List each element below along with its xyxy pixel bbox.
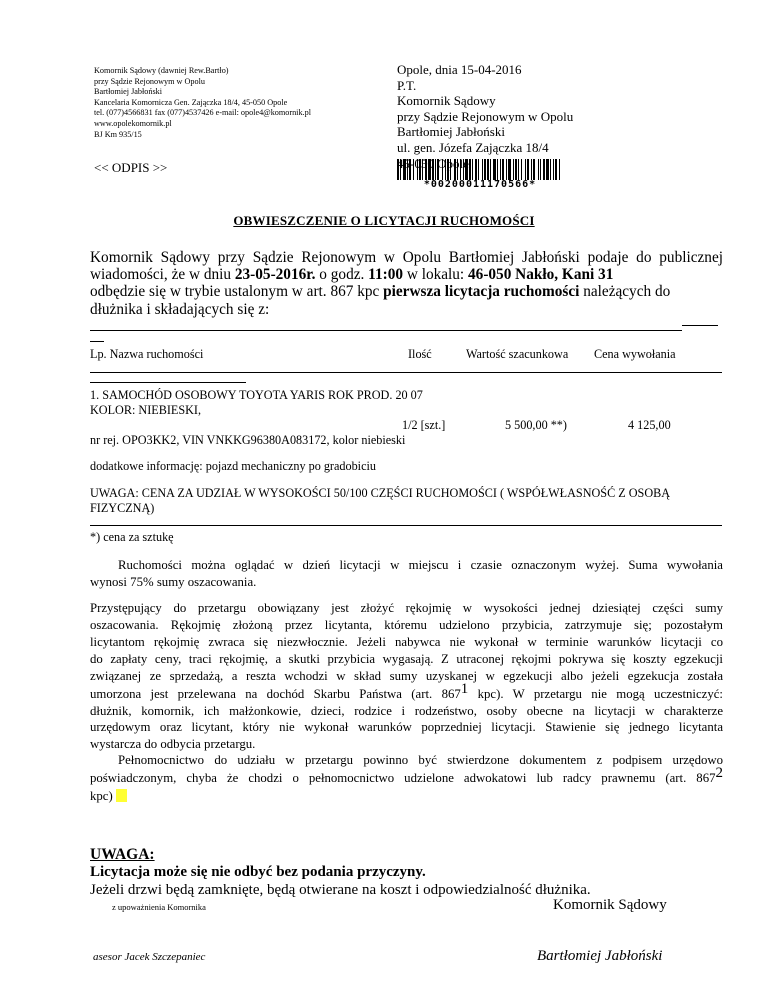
paragraph-line: oszacowania. Rękojmię złożoną przez licytanta, któremu udzielono przybicia, zatrzymuje się; pozostałym	[90, 617, 723, 632]
barcode-bar	[506, 159, 507, 180]
intro-line-4: dłużnika i składających się z:	[90, 300, 270, 318]
barcode-bar	[553, 159, 554, 180]
sender-block	[94, 66, 364, 140]
paragraph-line: Ruchomości można oglądać w dzień licytacji w miejscu i czasie oznaczonym wyżej. Suma wywołania	[118, 558, 723, 572]
authorization-note: z upoważnienia Komornika	[112, 902, 206, 912]
warning-line-1: Licytacja może się nie odbyć bez podania przyczyny.	[90, 864, 426, 880]
barcode	[397, 159, 563, 191]
item-name-line-3: nr rej. OPO3KK2, VIN VNKKG96380A083172, kolor niebieski	[90, 433, 406, 447]
barcode-bar	[484, 159, 486, 180]
bailiff-name: Bartłomiej Jabłoński	[537, 948, 663, 964]
addressee-line: ul. gen. Józefa Zajączka 18/4	[397, 139, 549, 155]
barcode-bar	[442, 159, 443, 180]
auction-date: 23-05-2016r.	[234, 266, 316, 284]
auction-place: 46-050 Nakło, Kani 31	[468, 266, 614, 284]
sender-line: Bartłomiej Jabłoński	[94, 87, 162, 97]
paragraph-text: poświadczonym, chyba że chodzi o pełnomocnictwo udzielone adwokatowi lub radcy prawnemu (art. 867	[90, 770, 716, 785]
barcode-text: *00200011170566*	[423, 179, 537, 190]
paragraph-line	[90, 680, 723, 703]
item-name-line-2: KOLOR: NIEBIESKI,	[90, 403, 202, 417]
intro-text: o godz.	[315, 266, 369, 284]
barcode-bar	[432, 159, 434, 180]
highlight-mark	[116, 789, 127, 802]
item-estimated-value: 5 500,00 **)	[505, 418, 567, 432]
barcode-bar	[445, 159, 446, 180]
barcode-bar	[497, 159, 498, 180]
barcode-bar	[508, 159, 511, 180]
barcode-bar	[513, 159, 514, 180]
col-header-name: Lp. Nazwa ruchomości	[90, 347, 204, 361]
barcode-bar	[521, 159, 522, 180]
barcode-bar	[403, 159, 406, 180]
paragraph-viewing	[90, 557, 723, 591]
paragraph-text: kpc). W przetargu nie mogą uczestniczyć:	[468, 686, 723, 701]
table-header-rule	[90, 372, 722, 373]
table-top-rule	[90, 330, 682, 331]
barcode-bar	[531, 159, 532, 180]
intro-text: należących do	[579, 283, 671, 301]
barcode-bar	[437, 159, 439, 180]
paragraph-text: kpc)	[90, 788, 113, 803]
addressee-block	[397, 62, 597, 171]
paragraph-line: Przystępujący do przetargu obowiązany jest złożyć rękojmię w wysokości jednej dziesiątej części sumy	[90, 601, 723, 615]
paragraph-line	[90, 788, 723, 805]
case-number: BJ Km 935/15	[94, 129, 142, 139]
addressee-line: Bartłomiej Jabłoński	[397, 124, 505, 140]
assessor-name: asesor Jacek Szczepaniec	[93, 951, 206, 963]
warning-line-2: Jeżeli drzwi będą zamknięte, będą otwierane na koszt i odpowiedzialność dłużnika.	[90, 882, 591, 898]
col-header-value: Wartość szacunkowa	[466, 347, 569, 361]
barcode-bar	[465, 159, 468, 180]
sender-line: tel. (077)4566831 fax (077)4537426 e-mail: opole4@komornik.pl	[94, 108, 311, 118]
auction-kind: pierwsza licytacja ruchomości	[383, 283, 580, 301]
sender-line: Kancelaria Komornicza Gen. Zajączka 18/4, 45-050 Opole	[94, 97, 288, 107]
barcode-bar	[538, 159, 539, 180]
barcode-bar	[454, 159, 456, 180]
sender-line: www.opolekomornik.pl	[94, 118, 172, 128]
table-header-rule-short	[90, 382, 246, 383]
notice-title: OBWIESZCZENIE O LICYTACJI RUCHOMOŚCI	[233, 213, 535, 228]
paragraph-proxy	[90, 752, 723, 805]
paragraph-line: wystarcza do odbycia przetargu.	[90, 737, 256, 752]
barcode-bar	[422, 159, 423, 180]
barcode-bar	[540, 159, 541, 180]
barcode-bar	[518, 159, 519, 180]
barcode-bar	[490, 159, 491, 180]
date-place: Opole, dnia 15-04-2016	[397, 62, 522, 77]
intro-text: w lokalu:	[403, 266, 469, 284]
sender-line: przy Sądzie Rejonowym w Opolu	[94, 76, 205, 86]
paragraph-line: urzędowym oraz licytant, który nie wykonał warunków poprzedniej licytacji. Stawienie się jednego licytanta	[90, 720, 723, 735]
addressee-line: Komornik Sądowy	[397, 93, 496, 109]
sender-line: Komornik Sądowy (dawniej Rew.Bartło)	[94, 66, 229, 75]
barcode-bar	[502, 159, 504, 180]
barcode-bar	[555, 159, 557, 180]
warning-heading: UWAGA:	[90, 846, 155, 863]
barcode-bar	[457, 159, 458, 180]
barcode-bar	[419, 159, 421, 180]
barcode-bar	[428, 159, 431, 180]
item-warning-2: FIZYCZNĄ)	[90, 501, 155, 515]
barcode-bar	[559, 159, 560, 180]
paragraph-line: związanej ze sprzedażą, a reszta wchodzi w skład sumy uzyskanej w egzekucji albo jeżeli egzekucja została	[90, 668, 723, 683]
barcode-bar	[400, 159, 401, 180]
barcode-bar	[475, 159, 477, 180]
barcode-bar	[435, 159, 436, 180]
paragraph-line	[90, 764, 723, 788]
copy-label: << ODPIS >>	[94, 160, 168, 175]
auction-time: 11:00	[368, 266, 403, 284]
addressee-line: przy Sądzie Rejonowym w Opolu	[397, 108, 574, 124]
paragraph-line: licytantom rękojmię zwraca się niezwłocznie. Jeżeli nabywca nie wykonał w terminie warunków licytacji co	[90, 634, 723, 649]
item-extra-info: dodatkowe informację: pojazd mechaniczny po gradobiciu	[90, 459, 376, 473]
barcode-bar	[463, 159, 464, 180]
barcode-bar	[546, 159, 549, 180]
barcode-bar	[533, 159, 535, 180]
barcode-bar	[450, 159, 451, 180]
barcode-bar	[409, 159, 411, 180]
intro-line-2	[90, 266, 723, 283]
intro-text: wiadomości, że w dniu	[90, 266, 235, 284]
col-header-price: Cena wywołania	[594, 347, 676, 361]
table-top-rule-tail	[682, 325, 718, 326]
barcode-bar	[487, 159, 489, 180]
paragraph-line: do zapłaty ceny, traci rękojmię, a skutki przybicia wygasają. Z utraconej rękojmi pokrywa się koszty egzekucji	[90, 651, 723, 666]
barcode-bar	[469, 159, 471, 180]
footnote-marker: 2	[715, 764, 723, 781]
barcode-bar	[493, 159, 496, 180]
barcode-bar	[407, 159, 408, 180]
barcode-bar	[397, 159, 399, 180]
addressee-line: P.T.	[397, 77, 417, 93]
paragraph-line: dłużnik, komornik, ich małżonkowie, dzieci, rodzice i rodzeństwo, osoby obecne na licytacji w charakterze	[90, 703, 723, 718]
barcode-bar	[482, 159, 483, 180]
intro-line-1: Komornik Sądowy przy Sądzie Rejonowym w Opolu Bartłomiej Jabłoński podaje do publicznej	[90, 249, 723, 266]
col-header-qty: Ilość	[408, 347, 432, 361]
barcode-bars	[397, 159, 563, 180]
table-bottom-rule	[90, 525, 722, 526]
barcode-bar	[447, 159, 449, 180]
barcode-bar	[417, 159, 418, 180]
barcode-bar	[527, 159, 529, 180]
paragraph-line: Pełnomocnictwo do udziału w przetargu powinno być stwierdzone dokumentem z podpisem urzędowo	[118, 753, 723, 767]
barcode-bar	[425, 159, 427, 180]
footnote-marker: 1	[460, 680, 469, 697]
paragraph-text: umorzona jest przelewana na dochód Skarbu Państwa (art. 867	[90, 686, 461, 701]
intro-text: odbędzie się w trybie ustalonym w art. 867 kpc	[90, 283, 384, 301]
table-rule-stub	[90, 341, 104, 342]
barcode-bar	[500, 159, 501, 180]
intro-line-3	[90, 283, 723, 300]
addressee-line: 45-050 Opole	[397, 155, 469, 171]
barcode-bar	[472, 159, 473, 180]
item-starting-price: 4 125,00	[628, 418, 671, 432]
barcode-bar	[460, 159, 461, 180]
intro-paragraph	[90, 249, 723, 318]
item-warning-1: UWAGA: CENA ZA UDZIAŁ W WYSOKOŚCI 50/100 CZĘŚCI RUCHOMOŚCI ( WSPÓŁWŁASNOŚĆ Z OSOBĄ	[90, 486, 671, 500]
bailiff-title: Komornik Sądowy	[553, 897, 667, 913]
barcode-bar	[515, 159, 517, 180]
paragraph-deposit	[90, 600, 723, 753]
barcode-bar	[413, 159, 414, 180]
barcode-bar	[550, 159, 551, 180]
table-footnote: *) cena za sztukę	[90, 530, 174, 544]
barcode-bar	[478, 159, 479, 180]
item-name-line-1: 1. SAMOCHÓD OSOBOWY TOYOTA YARIS ROK PROD. 20 07	[90, 388, 423, 402]
barcode-bar	[543, 159, 545, 180]
paragraph-line: wynosi 75% sumy oszacowania.	[90, 574, 257, 589]
barcode-bar	[525, 159, 526, 180]
item-quantity: 1/2 [szt.]	[402, 418, 446, 432]
